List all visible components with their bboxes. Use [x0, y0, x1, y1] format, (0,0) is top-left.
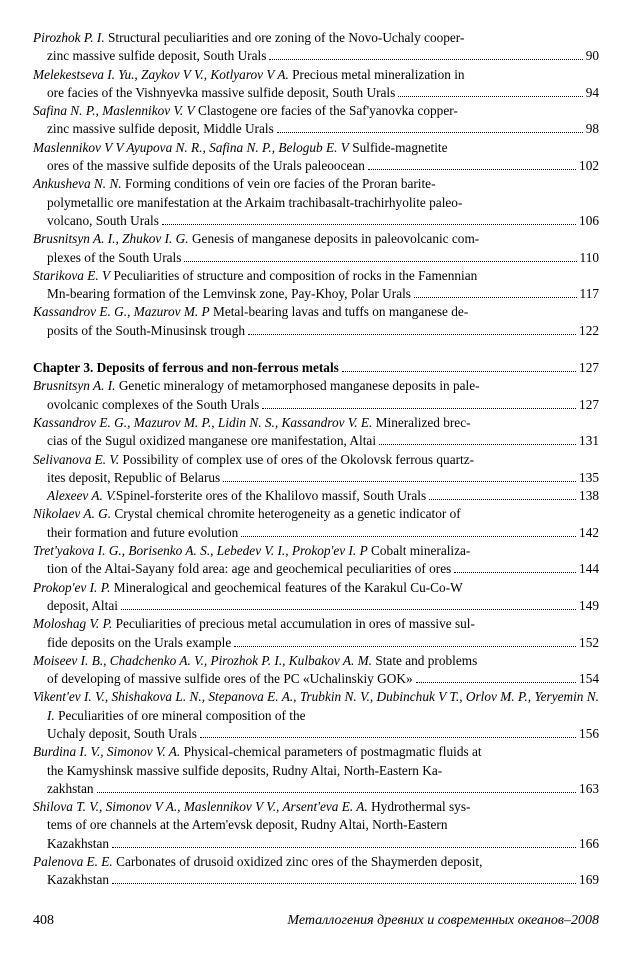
toc-entry [33, 798, 599, 853]
toc-page-number: 117 [579, 286, 599, 302]
toc-entry [33, 615, 599, 652]
dot-leader [342, 371, 576, 372]
dot-leader [269, 59, 582, 60]
toc-entry-title-line: deposit, Altai [47, 597, 118, 613]
dot-leader [184, 261, 576, 262]
toc-entry-authors: Brusnitsyn A. I., Zhukov I. G. [33, 231, 189, 247]
toc-entry [33, 579, 599, 616]
dot-leader [368, 169, 576, 170]
toc-page-number: 156 [579, 725, 599, 741]
toc-entry-authors: Vikent'ev I. V., Shishakova L. N., Stepanova E. A., Trubkin N. V., Dubinchuk V T., Orlov M. P., Yeryemin N. I. [33, 689, 599, 723]
toc-entry-title: Peculiarities of structure and composition of rocks in the Famennian [113, 267, 478, 283]
toc-entry-title-line: posits of the South-Minusinsk trough [47, 322, 245, 338]
toc-entry-title: Crystal chemical chromite heterogeneity as a genetic indicator of [114, 506, 461, 522]
toc-page-number: 135 [579, 469, 599, 485]
toc-entry-authors: Kassandrov E. G., Mazurov M. P., Lidin N. S., Kassandrov V. E. [33, 414, 373, 430]
toc-entry [33, 688, 599, 743]
toc-entry-authors: Prokop'ev I. P. [33, 579, 111, 595]
toc-entry-authors: Starikova E. V [33, 267, 111, 283]
toc-entry-title-line: the Kamyshinsk massive sulfide deposits, Rudny Altai, North-Eastern Ka- [47, 762, 443, 778]
toc-entry [33, 102, 599, 139]
toc-entry-title: Sulfide-magnetite [352, 139, 448, 155]
toc-entry-title: Hydrothermal sys- [371, 799, 471, 815]
running-title: Металлогения древних и современных океанов–2008 [287, 913, 599, 928]
toc-entry [33, 175, 599, 230]
dot-leader [162, 224, 576, 225]
toc-entry [33, 29, 599, 66]
toc-entry-title: Precious metal mineralization in [292, 66, 465, 82]
toc-entry-authors: Kassandrov E. G., Mazurov M. P [33, 304, 210, 320]
dot-leader [200, 737, 576, 738]
toc-entry [33, 652, 599, 689]
toc-entry-authors: Burdina I. V., Simonov V. A. [33, 744, 181, 760]
toc-entry-authors: Ankusheva N. N. [33, 176, 122, 192]
toc-entry [33, 505, 599, 542]
toc-page-number: 149 [579, 597, 599, 613]
toc-entry-title-line: tion of the Altai-Sayany fold area: age and geochemical peculiarities of ores [47, 561, 452, 577]
toc-entry-authors: Palenova E. E. [33, 854, 113, 870]
toc-entry-title-line: polymetallic ore manifestation at the Arkaim trachibasalt-trachirhyolite paleo- [47, 194, 463, 210]
toc-entry-authors: Alexeev A. V. [47, 488, 116, 504]
dot-leader [121, 609, 576, 610]
page-number: 408 [33, 913, 54, 928]
toc-entry-authors: Maslennikov V V Ayupova N. R., Safina N. P., Belogub E. V [33, 139, 349, 155]
toc-entry-title: Forming conditions of vein ore facies of the Proran barite- [124, 176, 436, 192]
toc-entry [33, 487, 599, 505]
toc-entry [33, 267, 599, 304]
toc-entry-title: Possibility of complex use of ores of the Okolovsk ferrous quartz- [122, 451, 475, 467]
toc-entry-title-line: ovolcanic complexes of the South Urals [47, 396, 260, 412]
toc-entry [33, 542, 599, 579]
toc-entry-title: Mineralized brec- [375, 414, 471, 430]
toc-page-number: 90 [585, 48, 599, 64]
toc-page-number: 106 [579, 212, 599, 228]
toc-entry-title-line: plexes of the South Urals [47, 249, 182, 265]
toc-entry-title: Structural peculiarities and ore zoning of the Novo-Uchaly cooper- [107, 30, 465, 45]
toc-entry-title-line: volcano, South Urals [47, 212, 159, 228]
toc-entry-title-line: fide deposits on the Urals example [47, 634, 232, 650]
dot-leader [416, 682, 576, 683]
toc-entry-title-line: ore facies of the Vishnyevka massive sulfide deposit, South Urals [47, 84, 396, 100]
toc-entry [33, 743, 599, 798]
toc-page-number: 163 [579, 780, 599, 796]
toc-entry-title-line: tems of ore channels at the Artem'evsk deposit, Rudny Altai, North-Eastern [47, 817, 448, 833]
dot-leader [241, 536, 576, 537]
toc-entry [33, 853, 599, 890]
toc-page-number: 166 [579, 835, 599, 851]
toc-entry-title: Genesis of manganese deposits in paleovolcanic com- [191, 231, 480, 247]
toc-entry-title: Mineralogical and geochemical features of the Karakul Cu-Co-W [113, 579, 463, 595]
toc-page-number: 102 [579, 158, 599, 174]
chapter-heading [33, 359, 599, 377]
toc-page-number: 152 [579, 634, 599, 650]
dot-leader [223, 481, 576, 482]
page-footer [33, 913, 599, 929]
dot-leader [454, 572, 576, 573]
toc-entry-title-line: ores of the massive sulfide deposits of the Urals paleoocean [47, 158, 365, 174]
dot-leader [97, 792, 577, 793]
toc-entry-title-line: Kazakhstan [47, 835, 110, 851]
toc-entry-authors: Moloshag V. P. [33, 616, 113, 632]
dot-leader [379, 444, 576, 445]
toc-page-number: 144 [579, 561, 599, 577]
table-of-contents [33, 29, 599, 890]
toc-entry-title: Spinel-forsterite ores of the Khalilovo massif, South Urals [115, 488, 427, 504]
toc-page-number: 98 [585, 121, 599, 137]
dot-leader [234, 646, 576, 647]
toc-entry-title-line: cias of the Sugul oxidized manganese ore manifestation, Altai [47, 433, 377, 449]
toc-entry-authors: Safina N. P., Maslennikov V. V [33, 103, 195, 119]
dot-leader [414, 297, 577, 298]
toc-entry-title-line: zakhstan [47, 780, 94, 796]
toc-entry-title: Clastogene ore facies of the Saf'yanovka copper- [197, 103, 458, 119]
toc-page-number: 138 [579, 488, 599, 504]
toc-page-number: 127 [579, 396, 599, 412]
toc-entry-title: Metal-bearing lavas and tuffs on manganese de- [213, 304, 469, 320]
toc-entry-title: Carbonates of drusoid oxidized zinc ores of the Shaymerden deposit, [116, 854, 483, 870]
dot-leader [112, 847, 576, 848]
toc-entry-title: Cobalt mineraliza- [371, 543, 471, 559]
toc-page-number: 169 [579, 872, 599, 888]
toc-entry-title-line: their formation and future evolution [47, 524, 239, 540]
dot-leader [277, 132, 583, 133]
dot-leader [112, 883, 576, 884]
toc-entry-authors: Shilova T. V., Simonov V A., Maslennikov V V., Arsent'eva E. A. [33, 799, 368, 815]
toc-entry-title-line: Uchaly deposit, South Urals [47, 725, 197, 741]
toc-entry [33, 230, 599, 267]
chapter-title: Chapter 3. Deposits of ferrous and non-ferrous metals [33, 360, 339, 376]
toc-page-number: 110 [579, 249, 599, 265]
dot-leader [429, 499, 576, 500]
toc-entry [33, 303, 599, 340]
toc-entry-title-line: zinc massive sulfide deposit, South Urals [47, 48, 267, 64]
chapter-page-number: 127 [579, 360, 599, 376]
toc-entry-title: Physical-chemical parameters of postmagmatic fluids at [183, 744, 482, 760]
toc-entry-title: Peculiarities of precious metal accumulation in ores of massive sul- [115, 616, 475, 632]
toc-page-number: 94 [585, 84, 599, 100]
toc-entry-title-line: of developing of massive sulfide ores of the PC «Uchalinskiy GOK» [47, 671, 413, 687]
dot-leader [262, 408, 576, 409]
toc-entry [33, 451, 599, 488]
toc-page-number: 142 [579, 524, 599, 540]
toc-entry-title-line: zinc massive sulfide deposit, Middle Urals [47, 121, 274, 137]
toc-entry-authors: Moiseev I. B., Chadchenko A. V., Pirozhok P. I., Kulbakov A. M. [33, 652, 373, 668]
toc-page-number: 154 [579, 671, 599, 687]
toc-entry-title: State and problems [375, 652, 478, 668]
toc-page-number: 122 [579, 322, 599, 338]
toc-entry [33, 139, 599, 176]
toc-entry-title-line: Kazakhstan [47, 872, 110, 888]
toc-page-number: 131 [579, 433, 599, 449]
toc-entry-authors: Tret'yakova I. G., Borisenko A. S., Lebedev V. I., Prokop'ev I. P [33, 543, 368, 559]
toc-entry-authors: Nikolaev A. G. [33, 506, 112, 522]
dot-leader [248, 334, 576, 335]
toc-entry-title: Peculiarities of ore mineral composition of the [58, 707, 306, 723]
toc-entry [33, 414, 599, 451]
toc-entry-authors: Selivanova E. V. [33, 451, 120, 467]
toc-entry-title-line: ites deposit, Republic of Belarus [47, 469, 221, 485]
toc-entry-authors: Melekestseva I. Yu., Zaykov V V., Kotlyarov V A. [33, 66, 289, 82]
toc-entry [33, 66, 599, 103]
toc-entry-title: Genetic mineralogy of metamorphosed manganese deposits in pale- [118, 378, 480, 394]
toc-entry-title-line: Mn-bearing formation of the Lemvinsk zone, Pay-Khoy, Polar Urals [47, 286, 411, 302]
toc-entry-authors: Brusnitsyn A. I. [33, 378, 116, 394]
toc-entry-authors: Pirozhok P. I. [33, 30, 105, 45]
toc-entry [33, 377, 599, 414]
dot-leader [398, 96, 582, 97]
